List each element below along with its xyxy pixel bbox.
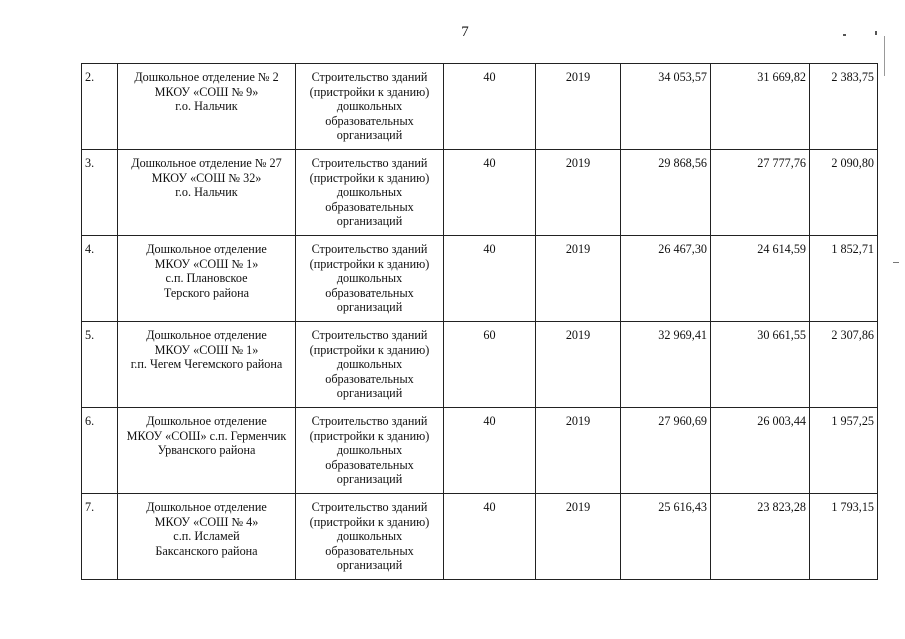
work-type-line: Строительство зданий [311, 156, 428, 170]
regional-amount-cell: 1 793,15 [810, 494, 878, 580]
work-type-line: (пристройки к зданию) [309, 170, 430, 185]
work-type-line: дошкольных [336, 271, 403, 285]
work-type-line: Строительство зданий [311, 500, 428, 514]
work-type-line: организаций [336, 128, 403, 142]
institution-name-line: МКОУ «СОШ № 4» [154, 514, 259, 529]
work-type-line: образовательных [325, 113, 414, 128]
work-type-line: организаций [336, 300, 403, 314]
institution-name-line: Урванского района [157, 443, 256, 457]
year-cell: 2019 [536, 408, 621, 494]
institution-name-line: Терского района [163, 285, 250, 300]
work-type-cell [296, 150, 444, 236]
institution-name-line: Баксанского района [155, 543, 258, 558]
federal-amount-cell: 30 661,55 [711, 322, 810, 408]
work-type-line: дошкольных [336, 529, 403, 543]
federal-amount-cell: 24 614,59 [711, 236, 810, 322]
institution-name-line: г.о. Нальчик [175, 185, 238, 199]
capacity-cell: 40 [444, 494, 536, 580]
work-type-line: дошкольных [336, 99, 403, 113]
institution-name-cell [118, 236, 296, 322]
work-type-line: Строительство зданий [311, 70, 428, 84]
table-row [82, 494, 878, 580]
projects-table [81, 63, 878, 580]
work-type-line: дошкольных [336, 443, 403, 457]
row-number-cell: 5. [82, 322, 118, 408]
year-cell: 2019 [536, 150, 621, 236]
federal-amount-cell: 26 003,44 [711, 408, 810, 494]
institution-name-line: Дошкольное отделение № 27 [131, 156, 282, 170]
row-number-cell: 6. [82, 408, 118, 494]
table-row [82, 64, 878, 150]
total-amount-cell: 25 616,43 [621, 494, 711, 580]
work-type-line: (пристройки к зданию) [309, 256, 430, 271]
work-type-cell [296, 64, 444, 150]
capacity-cell: 40 [444, 150, 536, 236]
institution-name-line: МКОУ «СОШ» с.п. Герменчик [126, 428, 287, 443]
work-type-line: Строительство зданий [311, 328, 428, 342]
work-type-line: организаций [336, 386, 403, 400]
capacity-cell: 40 [444, 236, 536, 322]
row-number-cell: 4. [82, 236, 118, 322]
work-type-cell [296, 322, 444, 408]
work-type-line: образовательных [325, 285, 414, 300]
row-number-cell: 3. [82, 150, 118, 236]
row-number-cell: 7. [82, 494, 118, 580]
work-type-line: дошкольных [336, 357, 403, 371]
page-number: 7 [461, 24, 469, 40]
year-cell: 2019 [536, 236, 621, 322]
work-type-line: дошкольных [336, 185, 403, 199]
work-type-line: Строительство зданий [311, 242, 428, 256]
work-type-line: Строительство зданий [311, 414, 428, 428]
work-type-cell [296, 236, 444, 322]
scan-artifact [893, 262, 899, 263]
institution-name-line: Дошкольное отделение [146, 242, 267, 256]
table-row [82, 236, 878, 322]
year-cell: 2019 [536, 494, 621, 580]
capacity-cell: 60 [444, 322, 536, 408]
work-type-line: образовательных [325, 543, 414, 558]
institution-name-line: Дошкольное отделение [146, 328, 267, 342]
work-type-line: (пристройки к зданию) [309, 342, 430, 357]
scan-artifact [843, 34, 846, 36]
work-type-line: организаций [336, 558, 403, 572]
scan-artifact [884, 36, 885, 76]
table-body [82, 64, 878, 580]
scan-artifact [875, 31, 877, 35]
institution-name-cell [118, 408, 296, 494]
institution-name-line: с.п. Исламей [173, 529, 240, 543]
institution-name-line: с.п. Плановское [165, 271, 248, 285]
institution-name-line: МКОУ «СОШ № 32» [151, 170, 262, 185]
institution-name-line: Дошкольное отделение [146, 500, 267, 514]
work-type-cell [296, 408, 444, 494]
regional-amount-cell: 1 957,25 [810, 408, 878, 494]
regional-amount-cell: 2 090,80 [810, 150, 878, 236]
institution-name-cell [118, 150, 296, 236]
federal-amount-cell: 23 823,28 [711, 494, 810, 580]
institution-name-line: МКОУ «СОШ № 1» [154, 342, 259, 357]
work-type-line: (пристройки к зданию) [309, 428, 430, 443]
institution-name-line: Дошкольное отделение [146, 414, 267, 428]
year-cell: 2019 [536, 64, 621, 150]
capacity-cell: 40 [444, 408, 536, 494]
work-type-line: (пристройки к зданию) [309, 514, 430, 529]
row-number-cell: 2. [82, 64, 118, 150]
institution-name-line: МКОУ «СОШ № 1» [154, 256, 259, 271]
work-type-line: образовательных [325, 457, 414, 472]
institution-name-cell [118, 64, 296, 150]
institution-name-cell [118, 494, 296, 580]
table-row [82, 408, 878, 494]
work-type-cell [296, 494, 444, 580]
work-type-line: организаций [336, 214, 403, 228]
regional-amount-cell: 1 852,71 [810, 236, 878, 322]
year-cell: 2019 [536, 322, 621, 408]
regional-amount-cell: 2 383,75 [810, 64, 878, 150]
institution-name-line: Дошкольное отделение № 2 [134, 70, 279, 84]
institution-name-line: МКОУ «СОШ № 9» [154, 84, 259, 99]
total-amount-cell: 27 960,69 [621, 408, 711, 494]
capacity-cell: 40 [444, 64, 536, 150]
table-row [82, 322, 878, 408]
institution-name-line: г.п. Чегем Чегемского района [130, 357, 283, 371]
work-type-line: образовательных [325, 371, 414, 386]
institution-name-cell [118, 322, 296, 408]
federal-amount-cell: 27 777,76 [711, 150, 810, 236]
federal-amount-cell: 31 669,82 [711, 64, 810, 150]
work-type-line: организаций [336, 472, 403, 486]
total-amount-cell: 26 467,30 [621, 236, 711, 322]
total-amount-cell: 34 053,57 [621, 64, 711, 150]
table-row [82, 150, 878, 236]
institution-name-line: г.о. Нальчик [175, 99, 238, 113]
total-amount-cell: 32 969,41 [621, 322, 711, 408]
regional-amount-cell: 2 307,86 [810, 322, 878, 408]
work-type-line: образовательных [325, 199, 414, 214]
work-type-line: (пристройки к зданию) [309, 84, 430, 99]
total-amount-cell: 29 868,56 [621, 150, 711, 236]
